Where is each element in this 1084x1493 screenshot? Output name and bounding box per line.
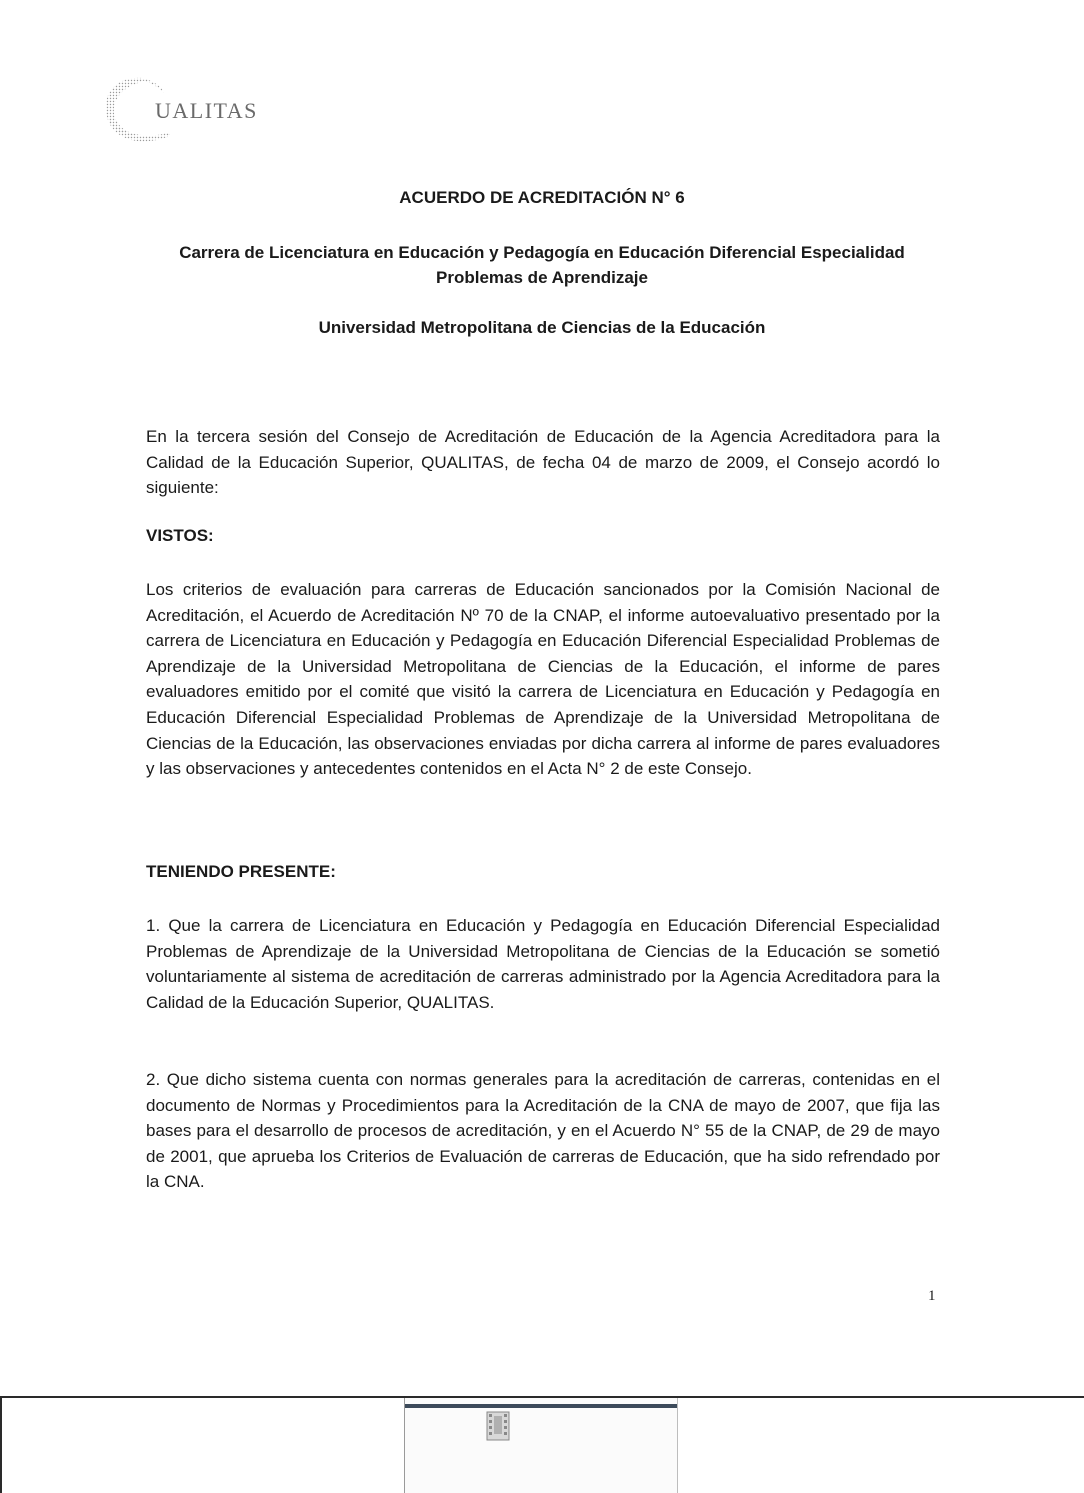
teniendo-item-2: 2. Que dicho sistema cuenta con normas generales para la acreditación de carreras, contenidas en el documento de Normas y Procedimientos para la Acreditación de la CNA de mayo de 2007, que fija las bases para el desarrollo de procesos de acreditación, y en el Acuerdo N° 55 de la CNAP, de 29 de mayo de 2001, que aprueba los Criterios de Evaluación de carreras de Educación, que ha sido refrendado por la CNA.: [146, 1070, 940, 1192]
document-subtitle: Carrera de Licenciatura en Educación y Pedagogía en Educación Diferencial Especialidad Problemas de Aprendizaje: [179, 243, 905, 287]
scan-tab: [404, 1398, 678, 1493]
vistos-heading: VISTOS:: [146, 526, 214, 545]
qualitas-logo: [100, 70, 300, 150]
logo-wordmark: UALITAS: [155, 98, 258, 123]
intro-paragraph: En la tercera sesión del Consejo de Acreditación de Educación de la Agencia Acreditadora para la Calidad de la Educación Superior, QUALITAS, de fecha 04 de marzo de 2009, el Consejo acordó lo siguiente:: [146, 427, 940, 498]
document-title: ACUERDO DE ACREDITACIÓN N° 6: [399, 188, 685, 207]
film-strip-icon: [485, 1408, 511, 1442]
scan-tab-bar: [405, 1404, 677, 1408]
scan-left-edge: [0, 1396, 2, 1493]
university-name: Universidad Metropolitana de Ciencias de la Educación: [318, 318, 766, 337]
teniendo-presente-heading: TENIENDO PRESENTE:: [146, 862, 336, 881]
vistos-paragraph: Los criterios de evaluación para carreras de Educación sancionados por la Comisión Nacional de Acreditación, el Acuerdo de Acreditación Nº 70 de la CNAP, el informe autoevaluativo presentado por la carrera de Licenciatura en Educación y Pedagogía en Educación Diferencial Especialidad Problemas de Aprendizaje de la Universidad Metropolitana de Ciencias de la Educación, el informe de pares evaluadores emitido por el comité que visitó la carrera de Licenciatura en Educación y Pedagogía en Educación Diferencial Especialidad Problemas de Aprendizaje de la Universidad Metropolitana de Ciencias de la Educación, las observaciones enviadas por dicha carrera al informe de pares evaluadores y las observaciones y antecedentes contenidos en el Acta N° 2 de este Consejo.: [146, 580, 940, 779]
teniendo-item-1: 1. Que la carrera de Licenciatura en Educación y Pedagogía en Educación Diferencial Especialidad Problemas de Aprendizaje de la Universidad Metropolitana de Ciencias de la Educación se sometió voluntariamente al sistema de acreditación de carreras administrado por la Agencia Acreditadora para la Calidad de la Educación Superior, QUALITAS.: [146, 916, 940, 1012]
page-number: 1: [928, 1288, 936, 1304]
